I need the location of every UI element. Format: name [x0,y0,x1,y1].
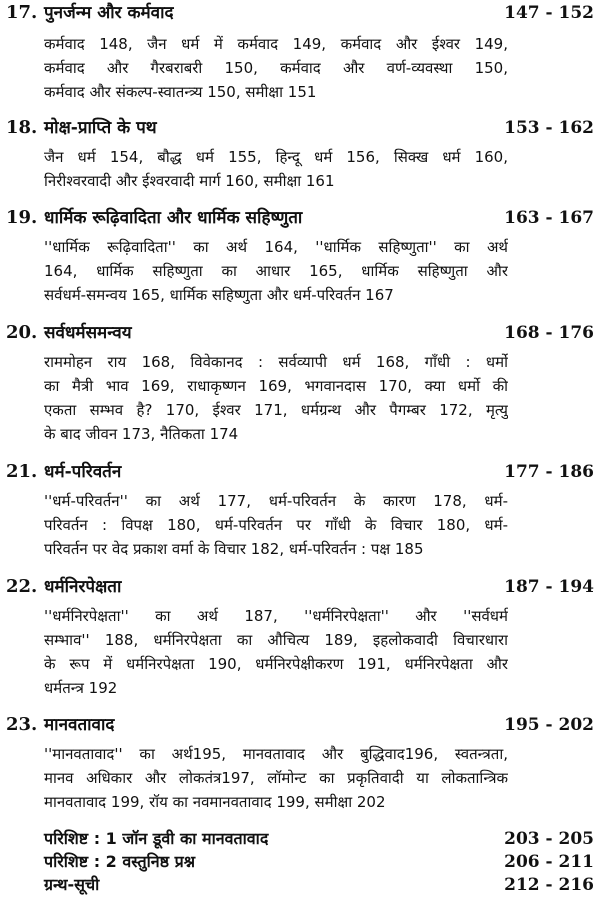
subtopic-line: के बाद जीवन 173, नैतिकता 174 [44,425,239,443]
chapter-page-range: 187 - 194 [504,577,594,597]
chapter-page-range: 147 - 152 [504,3,594,23]
toc-entry-appendix-1 [0,828,600,852]
subtopic-line: धर्मतन्त्र 192 [44,679,118,697]
appendix-title: परिशिष्ट : 2 वस्तुनिष्ठ प्रश्न [44,852,196,871]
subtopic-line: के रूप में धर्मनिरपेक्षता 190, धर्मनिरपेक्षीकरण 191, धर्मनिरपेक्षता और [44,655,508,673]
toc-entry-chapter-22 [0,574,600,704]
chapter-number: 22. [6,576,38,597]
chapter-title: मानवतावाद [44,715,115,735]
chapter-subtopics [44,604,508,700]
chapter-heading [0,459,600,485]
subtopic-line: परिवर्तन : विपक्ष 180, धर्म-परिवर्तन पर गाँधी के विचार 180, धर्म- [44,516,508,534]
chapter-subtopics [44,235,508,307]
toc-entry-appendix-2 [0,851,600,875]
toc-entry-chapter-19 [0,205,600,309]
subtopic-line: कर्मवाद और गैरबराबरी 150, कर्मवाद और वर्ण-व्यवस्था 150, [44,59,508,77]
subtopic-line: जैन धर्म 154, बौद्ध धर्म 155, हिन्दू धर्म 156, सिक्ख धर्म 160, [44,148,508,166]
chapter-page-range: 163 - 167 [504,208,594,228]
chapter-title: धार्मिक रूढ़िवादिता और धार्मिक सहिष्णुता [44,208,303,228]
subtopic-line: सर्वधर्म-समन्वय 165, धार्मिक सहिष्णुता और धर्म-परिवर्तन 167 [44,286,394,304]
chapter-subtopics [44,32,508,104]
subtopic-line: ''धर्मनिरपेक्षता'' का अर्थ 187, ''धर्मनिरपेक्षता'' और ''सर्वधर्म [44,607,508,625]
subtopic-line: 164, धार्मिक सहिष्णुता का आधार 165, धार्मिक सहिष्णुता और [44,262,508,280]
bibliography-page-range: 212 - 216 [504,875,594,895]
subtopic-line: का मैत्री भाव 169, राधाकृष्णन 169, भगवानदास 170, क्या धर्मो की [44,377,508,395]
bibliography-title: ग्रन्थ-सूची [44,875,100,894]
chapter-number: 17. [6,2,38,23]
toc-entry-bibliography [0,874,600,898]
chapter-subtopics [44,145,508,193]
appendix-title: परिशिष्ट : 1 जॉन डूवी का मानवतावाद [44,829,269,848]
chapter-heading [0,574,600,600]
chapter-subtopics [44,350,508,446]
subtopic-line: मानवतावाद 199, रॉय का नवमानवतावाद 199, समीक्षा 202 [44,793,386,811]
appendix-page-range: 203 - 205 [504,829,594,849]
toc-entry-chapter-23 [0,712,600,816]
chapter-subtopics [44,489,508,561]
chapter-number: 19. [6,207,38,228]
chapter-title: धर्म-परिवर्तन [44,462,122,482]
chapter-number: 18. [6,117,38,138]
subtopic-line: कर्मवाद और संकल्प-स्वातन्त्र्य 150, समीक्षा 151 [44,83,317,101]
chapter-heading [0,115,600,141]
toc-entry-chapter-18 [0,115,600,195]
chapter-title: मोक्ष-प्राप्ति के पथ [44,118,157,138]
chapter-title: पुनर्जन्म और कर्मवाद [44,3,174,23]
chapter-title: सर्वधर्मसमन्वय [44,323,132,343]
appendix-page-range: 206 - 211 [504,852,594,872]
chapter-page-range: 177 - 186 [504,462,594,482]
chapter-page-range: 195 - 202 [504,715,594,735]
subtopic-line: कर्मवाद 148, जैन धर्म में कर्मवाद 149, कर्मवाद और ईश्वर 149, [44,35,508,53]
chapter-subtopics [44,742,508,814]
subtopic-line: एकता सम्भव है? 170, ईश्वर 171, धर्मग्रन्थ और पैगम्बर 172, मृत्यु [44,401,508,419]
toc-entry-chapter-21 [0,459,600,563]
chapter-page-range: 168 - 176 [504,323,594,343]
subtopic-line: ''मानवतावाद'' का अर्थ195, मानवतावाद और बुद्धिवाद196, स्वतन्त्रता, [44,745,508,763]
chapter-number: 23. [6,714,38,735]
toc-entry-chapter-17 [0,0,600,104]
chapter-number: 20. [6,322,38,343]
subtopic-line: सम्भाव'' 188, धर्मनिरपेक्षता का औचित्य 189, इहलोकवादी विचारधारा [44,631,508,649]
chapter-heading [0,0,600,26]
chapter-page-range: 153 - 162 [504,118,594,138]
subtopic-line: मानव अधिकार और लोकतंत्र197, लॉमोन्ट का प्रकृतिवादी या लोकतान्त्रिक [44,769,508,787]
chapter-number: 21. [6,461,38,482]
subtopic-line: निरीश्वरवादी और ईश्वरवादी मार्ग 160, समीक्षा 161 [44,172,335,190]
chapter-heading [0,712,600,738]
toc-entry-chapter-20 [0,320,600,450]
subtopic-line: ''धर्म-परिवर्तन'' का अर्थ 177, धर्म-परिवर्तन के कारण 178, धर्म- [44,492,508,510]
chapter-heading [0,205,600,231]
chapter-title: धर्मनिरपेक्षता [44,577,122,597]
chapter-heading [0,320,600,346]
subtopic-line: ''धार्मिक रूढ़िवादिता'' का अर्थ 164, ''धार्मिक सहिष्णुता'' का अर्थ [44,238,508,256]
subtopic-line: परिवर्तन पर वेद प्रकाश वर्मा के विचार 182, धर्म-परिवर्तन : पक्ष 185 [44,540,424,558]
subtopic-line: राममोहन राय 168, विवेकानद : सर्वव्यापी धर्म 168, गाँधी : धर्मो [44,353,508,371]
